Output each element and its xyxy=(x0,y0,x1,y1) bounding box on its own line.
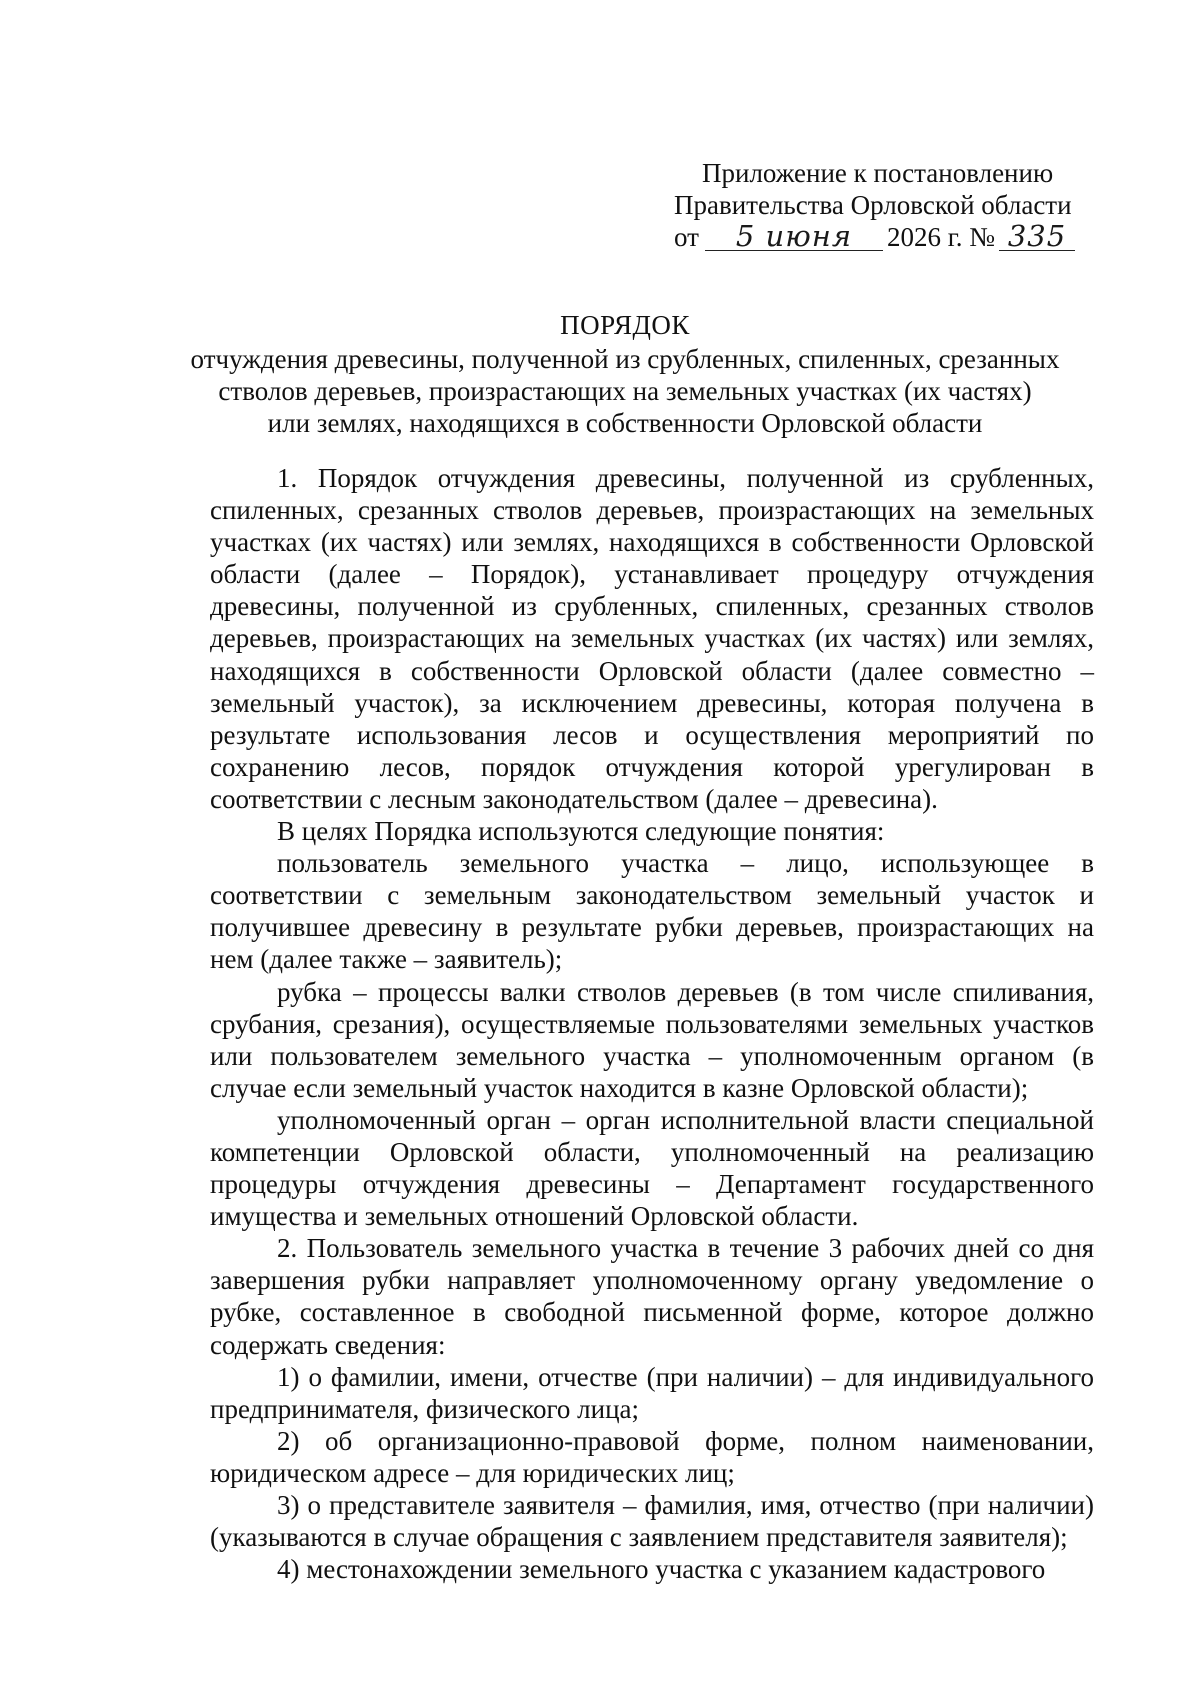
appendix-line-2: Правительства Орловской области xyxy=(674,190,1072,220)
year-and-number-label: 2026 г. № xyxy=(886,222,995,252)
definition-land-user: пользователь земельного участка – лицо, использующее в соответствии с земельным законодательством земельный участок и получившее древесину в результате рубки деревьев, произрастающих на нем (далее также – заявитель); xyxy=(210,848,1094,975)
list-item-1: 1) о фамилии, имени, отчестве (при наличии) – для индивидуального предпринимателя, физического лица; xyxy=(210,1361,1094,1424)
handwritten-number: 335 xyxy=(999,222,1075,251)
title-subtitle-line-2: стволов деревьев, произрастающих на земельных участках (их частях) xyxy=(218,376,1032,406)
title-main: ПОРЯДОК xyxy=(560,310,690,340)
list-item-3: 3) о представителе заявителя – фамилия, имя, отчество (при наличии) (указываются в случае обращения с заявлением представителя заявителя); xyxy=(210,1490,1094,1553)
title-subtitle-line-1: отчуждения древесины, полученной из срубленных, спиленных, срезанных xyxy=(190,344,1060,374)
paragraph-1: 1. Порядок отчуждения древесины, полученной из срубленных, спиленных, срезанных стволов деревьев, произрастающих на земельных участках (их частях) или землях, находящихся в собственности Орловской области (далее – Порядок), устанавливает процедуру отчуждения древесины, полученной из срубленных, спиленных, срезанных стволов деревьев, произрастающих на земельных участках (их частях) или землях, находящихся в собственности Орловской области (далее совместно – земельный участок), за исключением древесины, которая получена в результате использования лесов и осуществления мероприятий по сохранению лесов, порядок отчуждения которой урегулирован в соответствии с лесным законодательством (далее – древесина). xyxy=(210,463,1094,814)
title-subtitle-line-3: или землях, находящихся в собственности Орловской области xyxy=(267,408,983,438)
appendix-date-line xyxy=(674,221,1094,253)
paragraph-definitions-intro: В целях Порядка используются следующие понятия: xyxy=(277,816,885,847)
document-title xyxy=(150,309,1100,439)
list-item-4: 4) местонахождении земельного участка с указанием кадастрового xyxy=(277,1554,1046,1585)
list-item-2: 2) об организационно-правовой форме, полном наименовании, юридическом адресе – для юридических лиц; xyxy=(210,1425,1094,1488)
document-body xyxy=(210,462,1094,1585)
definition-authorized-body: уполномоченный орган – орган исполнительной власти специальной компетенции Орловской области, уполномоченный на реализацию процедуры отчуждения древесины – Департамент государственного имущества и земельных отношений Орловской области. xyxy=(210,1104,1094,1232)
appendix-header xyxy=(674,157,1094,253)
definition-felling: рубка – процессы валки стволов деревьев (в том числе спиливания, срубания, срезания), осуществляемые пользователями земельных участков или пользователем земельного участка – уполномоченным органом (в случае если земельный участок находится в казне Орловской области); xyxy=(210,976,1094,1103)
handwritten-date: 5 июня xyxy=(705,222,883,251)
date-prefix: от xyxy=(674,222,699,252)
paragraph-2: 2. Пользователь земельного участка в течение 3 рабочих дней со дня завершения рубки направляет уполномоченному органу уведомление о рубке, составленное в свободной письменной форме, которое должно содержать сведения: xyxy=(210,1233,1094,1360)
appendix-line-1: Приложение к постановлению xyxy=(702,158,1054,188)
